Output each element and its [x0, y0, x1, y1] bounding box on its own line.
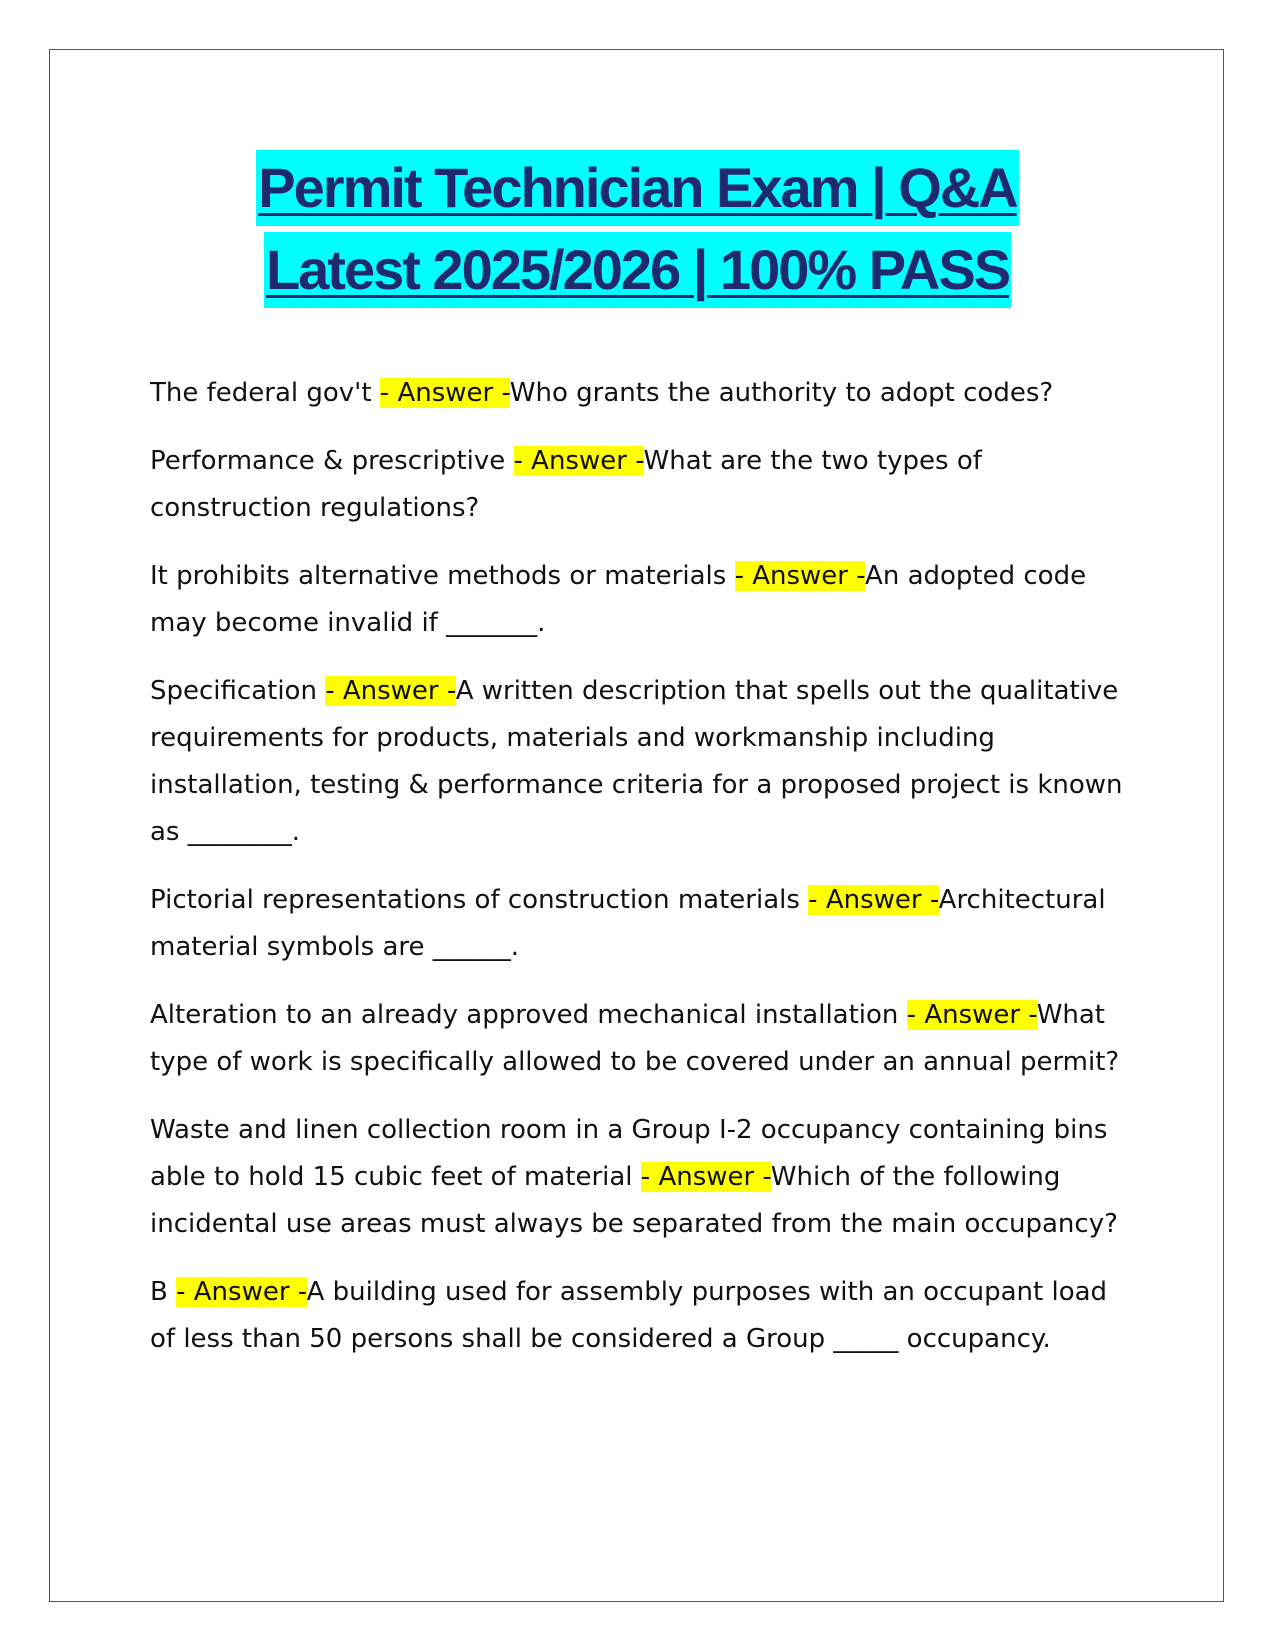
- document-title: [0, 150, 1275, 314]
- qa-item-6: [150, 992, 1140, 1086]
- question-text: A written description that spells out the qualitative requirements for products, materials and workmanship including installation, testing & performance criteria for a proposed project is known as ________.: [150, 676, 1123, 847]
- qa-list: [150, 370, 1140, 1384]
- answer-separator: - Answer -: [640, 1162, 771, 1192]
- title-line-1: Permit Technician Exam | Q&A: [256, 150, 1018, 226]
- qa-item-8: [150, 1269, 1140, 1363]
- answer-text: The federal gov't: [150, 378, 380, 408]
- answer-text: Pictorial representations of construction materials: [150, 885, 809, 915]
- question-text: What type of work is specifically allowed to be covered under an annual permit?: [150, 1000, 1120, 1077]
- answer-separator: - Answer -: [176, 1277, 307, 1307]
- title-line-2: Latest 2025/2026 | 100% PASS: [264, 232, 1011, 308]
- answer-text: Waste and linen collection room in a Group I-2 occupancy containing bins able to hold 15 cubic feet of material: [150, 1115, 1108, 1192]
- qa-item-7: [150, 1107, 1140, 1248]
- question-text: A building used for assembly purposes with an occupant load of less than 50 persons shall be considered a Group _____ occupancy.: [150, 1277, 1108, 1354]
- question-text: An adopted code may become invalid if _______.: [150, 561, 1087, 638]
- answer-separator: - Answer -: [379, 378, 510, 408]
- question-text: What are the two types of construction regulations?: [150, 446, 982, 523]
- answer-text: B: [150, 1277, 177, 1307]
- answer-separator: - Answer -: [808, 885, 939, 915]
- answer-separator: - Answer -: [906, 1000, 1037, 1030]
- answer-separator: - Answer -: [734, 561, 866, 591]
- qa-item-1: [150, 370, 1140, 417]
- answer-text: It prohibits alternative methods or materials: [150, 561, 735, 591]
- qa-item-4: [150, 668, 1140, 856]
- qa-item-3: [150, 553, 1140, 647]
- answer-text: Specification: [150, 676, 326, 706]
- question-text: Who grants the authority to adopt codes?: [509, 378, 1054, 408]
- answer-separator: - Answer -: [325, 676, 456, 706]
- answer-text: Alteration to an already approved mechanical installation: [150, 1000, 907, 1030]
- question-text: Which of the following incidental use areas must always be separated from the main occupancy?: [150, 1162, 1118, 1239]
- question-text: Architectural material symbols are ______.: [150, 885, 1106, 962]
- answer-text: Performance & prescriptive: [150, 446, 514, 476]
- answer-separator: - Answer -: [513, 446, 644, 476]
- qa-item-2: [150, 438, 1140, 532]
- qa-item-5: [150, 877, 1140, 971]
